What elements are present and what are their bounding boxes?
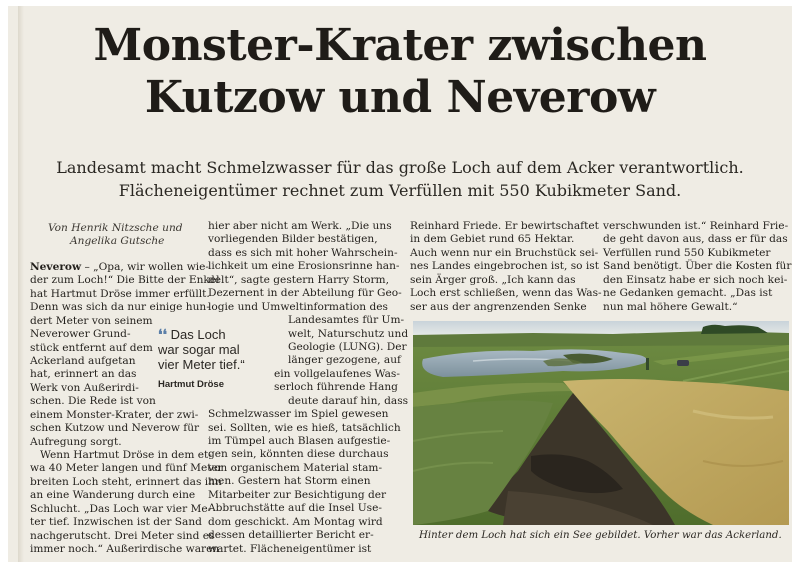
body-line: ein vollgelaufenes Was- (274, 367, 400, 380)
body-line: welt, Naturschutz und (288, 327, 409, 340)
body-line: hat, erinnert an das (30, 368, 137, 381)
body-line: vorliegenden Bilder bestätigen, (208, 233, 378, 246)
headline-line-1: Monster-Krater zwischen (93, 20, 707, 71)
subheadline (8, 156, 792, 202)
body-line: hier aber nicht am Werk. „Die uns (208, 220, 392, 232)
photo-caption: Hinter dem Loch hat sich ein See gebildet. Vorher war das Ackerland. (419, 530, 782, 541)
body-line: dert Meter von seinem (30, 314, 153, 327)
body-line: der zum Loch!“ Die Bitte der Enkel (30, 274, 220, 287)
body-line: nes Landes eingebrochen ist, so ist (410, 260, 599, 273)
body-line: Geologie (LUNG). Der (288, 340, 407, 353)
body-line: wartet. Flächeneigentümer ist (208, 542, 372, 555)
body-line: dass es sich mit hoher Wahrschein- (208, 246, 398, 259)
byline-line-2: Angelika Gutsche (70, 235, 165, 248)
body-line: im Tümpel auch Blasen aufgestie- (208, 435, 391, 447)
body-line: Schmelzwasser im Spiel gewesen (208, 408, 389, 421)
body-line: sein Ärger groß. „Ich kann das (410, 273, 576, 286)
body-line: logie und Umweltinformation des (208, 300, 388, 313)
body-line: deute darauf hin, dass (288, 394, 409, 407)
body-line: Landesamtes für Um- (288, 314, 405, 327)
pull-quote-line-2: war sogar mal (158, 342, 240, 357)
body-line: Verfüllen rund 550 Kubikmeter (603, 246, 771, 259)
pull-quote-line-3: vier Meter tief.“ (158, 357, 245, 372)
article-column-3 (410, 220, 602, 314)
quote-mark-icon: ❛❛ (158, 326, 168, 342)
body-line: nachgerutscht. Drei Meter sind es (30, 529, 215, 542)
byline-line-1: Von Henrik Nitzsche und (48, 222, 183, 234)
body-line: sei. Sollten, wie es hieß, tatsächlich (208, 421, 401, 434)
subheadline-line-1: Landesamt macht Schmelzwasser für das große Loch auf dem Acker verantwortlich. (56, 158, 744, 177)
body-line: hat Hartmut Dröse immer erfüllt. (30, 287, 210, 300)
body-line: serloch führende Hang (274, 381, 398, 394)
subheadline-line-2: Flächeneigentümer rechnet zum Verfüllen mit 550 Kubikmeter Sand. (118, 181, 682, 200)
body-line: ter tief. Inzwischen ist der Sand (30, 516, 202, 529)
body-line: delt“, sagte gestern Harry Storm, (208, 273, 389, 286)
body-line: Denn was sich da nur einige hun- (30, 301, 210, 314)
body-line: Werk von Außerirdi- (30, 381, 139, 394)
body-line: an eine Wanderung durch eine (30, 489, 196, 502)
body-line: Neverower Grund- (30, 328, 131, 341)
body-line: ser aus der angrenzenden Senke (410, 300, 587, 313)
pull-quote-attribution: Hartmut Dröse (158, 379, 224, 390)
article-column-4 (603, 220, 792, 314)
body-line: den Einsatz habe er sich noch kei- (603, 273, 788, 286)
body-line: Loch erst schließen, wenn das Was- (410, 287, 602, 300)
dateline: Neverow (30, 260, 82, 273)
body-line: Abbruchstätte auf die Insel Use- (208, 502, 382, 515)
body-line: Schlucht. „Das Loch war vier Me- (30, 502, 212, 515)
body-line: lichkeit um eine Erosionsrinne han- (208, 260, 400, 273)
body-line: Mitarbeiter zur Besichtigung der (208, 488, 387, 501)
body-line: men. Gestern hat Storm einen (208, 475, 371, 488)
body-line: dessen detaillierter Bericht er- (208, 529, 374, 542)
body-line: Sand benötigt. Über die Kosten für (603, 260, 792, 273)
pull-quote-line-1: Das Loch (170, 327, 226, 342)
body-line: in dem Gebiet rund 65 Hektar. (410, 233, 575, 246)
headline (8, 20, 792, 124)
newspaper-clipping (8, 6, 792, 562)
body-line: gen sein, könnten diese durchaus (208, 448, 389, 461)
crater-photo (413, 321, 789, 525)
article-column-2 (208, 220, 409, 556)
body-line: ne Gedanken gemacht. „Das ist (603, 287, 773, 300)
body-line: verschwunden ist.“ Reinhard Frie- (603, 220, 789, 232)
body-line: Wenn Hartmut Dröse in dem et- (40, 449, 212, 461)
body-line: Ackerland aufgetan (30, 354, 136, 367)
body-line: einem Monster-Krater, der zwi- (30, 408, 199, 421)
body-line: immer noch.“ Außerirdische waren (30, 543, 220, 556)
body-line: wa 40 Meter langen und fünf Meter (30, 462, 223, 475)
body-line: schen Kutzow und Neverow für (30, 422, 200, 435)
body-line: schen. Die Rede ist von (30, 395, 156, 408)
body-line: länger gezogene, auf (288, 354, 401, 367)
body-line: Aufregung sorgt. (30, 435, 122, 448)
headline-line-2: Kutzow und Neverow (144, 72, 656, 123)
body-line: Reinhard Friede. Er bewirtschaftet (410, 220, 599, 232)
body-line: Neverow – „Opa, wir wollen wie- (30, 260, 210, 273)
body-line: dom geschickt. Am Montag wird (208, 515, 383, 528)
body-line: de geht davon aus, dass er für das (603, 233, 788, 246)
body-line: stück entfernt auf dem (30, 341, 153, 354)
body-line: breiten Loch steht, erinnert das ihn (30, 475, 222, 488)
body-line: nun mal höhere Gewalt.“ (603, 300, 738, 313)
body-line: Auch wenn nur ein Bruchstück sei- (410, 246, 599, 259)
body-line: Dezernent in der Abteilung für Geo- (208, 287, 402, 300)
body-line: von organischem Material stam- (208, 461, 383, 474)
